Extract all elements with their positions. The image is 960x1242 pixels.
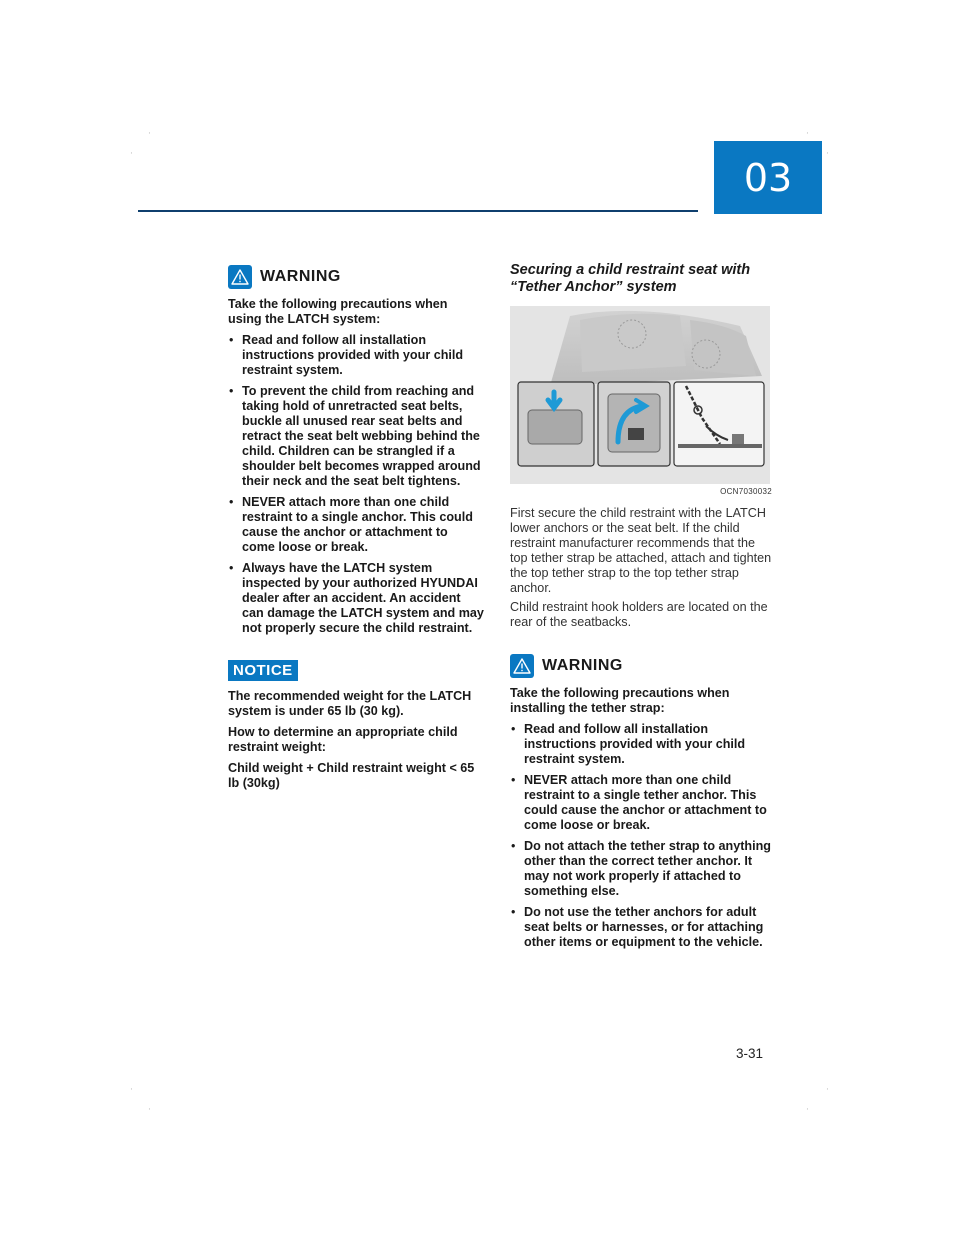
notice-paragraph: The recommended weight for the LATCH system is under 65 lb (30 kg). xyxy=(228,689,472,718)
notice-paragraph: Child weight + Child restraint weight < 65 lb (30kg) xyxy=(228,761,475,790)
list-item: • Read and follow all installation instructions provided with your child restraint system. xyxy=(510,722,772,767)
figure-caption: OCN7030032 xyxy=(720,487,772,496)
list-item: • Do not use the tether anchors for adult seat belts or harnesses, or for attaching other items or equipment to the vehicle. xyxy=(510,905,772,950)
crop-mark: · xyxy=(148,129,151,139)
list-item: • To prevent the child from reaching and taking hold of unretracted seat belts, buckle all unused rear seat belts and retract the seat belt webbing behind the child. Children can be strangled if a shoulder belt becomes wrapped around their neck and the seat belt tightens. xyxy=(228,384,484,489)
right-column xyxy=(510,262,772,956)
warning-triangle-icon xyxy=(510,654,534,678)
warning-title: WARNING xyxy=(260,268,341,285)
warning-title: WARNING xyxy=(542,657,623,674)
header-rule xyxy=(138,210,698,212)
crop-mark: · xyxy=(148,1105,151,1115)
left-column xyxy=(228,265,484,797)
page-number: 3-31 xyxy=(736,1046,764,1061)
warning-list xyxy=(510,722,772,950)
warning-intro: Take the following precautions when installing the tether strap: xyxy=(510,686,730,715)
warning-heading xyxy=(228,265,484,289)
notice-paragraph: How to determine an appropriate child restraint weight: xyxy=(228,725,458,754)
warning-block xyxy=(510,654,772,950)
warning-triangle-icon xyxy=(228,265,252,289)
crop-mark: · xyxy=(826,1085,829,1095)
body-paragraph: Child restraint hook holders are located on the rear of the seatbacks. xyxy=(510,600,768,629)
warning-list xyxy=(228,333,484,636)
crop-mark: · xyxy=(806,1105,809,1115)
notice-badge: NOTICE xyxy=(228,660,298,681)
crop-mark: · xyxy=(806,129,809,139)
warning-heading xyxy=(510,654,772,678)
list-item: • Do not attach the tether strap to anything other than the correct tether anchor. It may not work properly if attached to something else. xyxy=(510,839,772,899)
warning-intro: Take the following precautions when using the LATCH system: xyxy=(228,297,448,326)
tether-anchor-illustration xyxy=(510,306,770,484)
list-item: • Read and follow all installation instructions provided with your child restraint system. xyxy=(228,333,484,378)
body-paragraph: First secure the child restraint with the LATCH lower anchors or the seat belt. If the child restraint manufacturer recommends that the top tether strap be attached, attach and tighten the top tether strap to the top tether strap anchor. xyxy=(510,506,772,595)
tether-anchor-figure xyxy=(510,306,770,484)
section-title: Securing a child restraint seat with “Tether Anchor” system xyxy=(510,262,751,295)
chapter-number: 03 xyxy=(743,155,793,200)
crop-mark: · xyxy=(826,149,829,159)
chapter-tab xyxy=(714,141,822,214)
list-item: • NEVER attach more than one child restraint to a single tether anchor. This could cause the anchor or attachment to come loose or break. xyxy=(510,773,772,833)
list-item: • Always have the LATCH system inspected by your authorized HYUNDAI dealer after an accident. An accident can damage the LATCH system and may not properly secure the child restraint. xyxy=(228,561,484,636)
crop-mark: · xyxy=(130,149,133,159)
list-item: • NEVER attach more than one child restraint to a single anchor. This could cause the anchor or attachment to come loose or break. xyxy=(228,495,484,555)
crop-mark: · xyxy=(130,1085,133,1095)
